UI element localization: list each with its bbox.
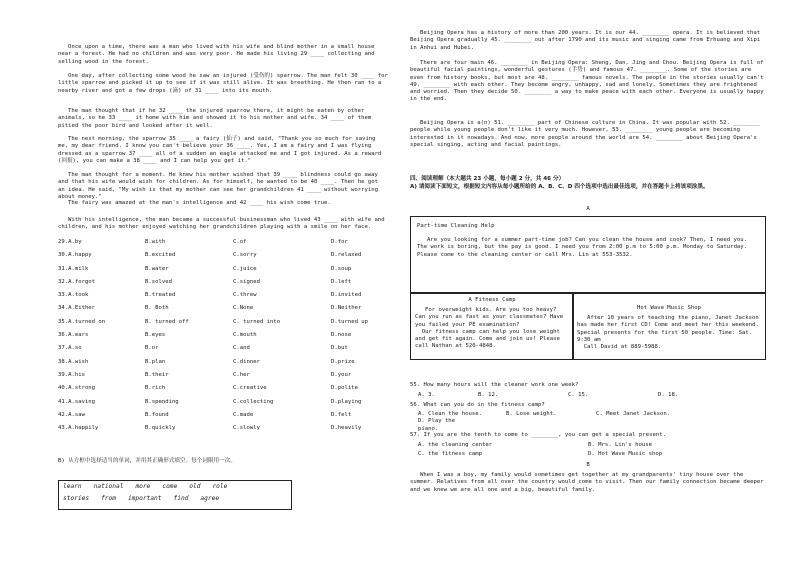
option[interactable]: D.for — [331, 239, 348, 245]
passage-paragraph: Once upon a time, there was a man who lived with his wife and blind mother in a small house near a forest. He had no children and was very poor. He made his living 29 ____ collecting and selling wood in the forest. — [58, 44, 378, 65]
option[interactable]: C.signed — [233, 278, 260, 285]
word: more — [135, 483, 151, 490]
ad-box-fitness — [410, 292, 574, 360]
option[interactable]: 33.A.took — [58, 292, 89, 299]
answer-option[interactable]: B. 12. — [478, 392, 499, 398]
passage-label: B — [586, 462, 590, 468]
option-row — [58, 409, 388, 422]
passage-paragraph: Beijing Opera is a(n) 51. ________ part of Chinese culture in China. It was popular with 52. ________ people while young people don't like it very much. However, 53. ________ young people are becoming interested in it nowadays. And now, more people around the world are 54. ________ about Beijing Opera's special singing, acting and facial paintings. — [410, 120, 764, 148]
answer-option[interactable]: D. 18. — [658, 392, 679, 398]
option[interactable]: C.made — [233, 411, 254, 418]
option[interactable]: C.collecting — [233, 398, 274, 405]
passage-paragraph: The man thought for a moment. He knew his mother wished that 39 ____ blindness could go away and that his wife would wish for children. As for himself, he wanted to be 40 ____. Then he got an idea. He said, "My wish is that my mother can see her grandchildren 41 ____ without worrying about money." — [58, 172, 382, 200]
word: come — [162, 483, 178, 490]
option[interactable]: D.Neither — [331, 305, 362, 312]
option[interactable]: B.rich — [145, 385, 166, 392]
ad-title: A Fitness Camp — [468, 297, 516, 303]
q55-options — [418, 392, 758, 399]
option-row — [58, 342, 388, 355]
option[interactable]: D.polite — [331, 385, 358, 392]
option[interactable]: C.sorry — [233, 252, 257, 259]
option[interactable]: D.but — [331, 345, 348, 352]
answer-option[interactable]: A. the cleaning center — [418, 442, 493, 448]
answer-option[interactable]: D. Hot Wave Music shop — [588, 451, 663, 457]
option[interactable]: C.None — [233, 305, 254, 312]
option[interactable]: 30.A.happy — [58, 252, 92, 259]
question-56: 56. What can you do in the fitness camp? — [410, 402, 545, 408]
option-row — [58, 316, 388, 329]
q56-options — [418, 411, 758, 433]
option[interactable]: B.eyes — [145, 332, 166, 339]
option[interactable]: D.relaxed — [331, 252, 362, 259]
option[interactable]: D.playing — [331, 398, 362, 405]
option[interactable]: B.with — [145, 239, 166, 245]
option-row — [58, 382, 388, 395]
option[interactable]: D.invited — [331, 292, 362, 299]
option[interactable]: B.found — [145, 411, 169, 418]
passage-paragraph: With his intelligence, the man became a successful businessman who lived 43 ____ with wife and children, and his mother enjoyed watching her grandchildren playing with a smile on her face. — [58, 217, 388, 231]
left-page — [58, 0, 392, 561]
word: important — [127, 495, 162, 502]
option[interactable]: D.soup — [331, 265, 352, 272]
option[interactable]: C.threw — [233, 292, 257, 299]
option[interactable]: 34.A.Either — [58, 305, 96, 312]
answer-option[interactable]: D. Play the piano. — [418, 418, 456, 432]
ad-body: Are you looking for a summer part-time job? Can you clean the house and cook? Then, I need you. The work is boring, but the pay is good. I need you from 2:00 p.m to 5:00 p.m. Monday to Saturday. Please come to the cleaning center or call Mrs. Lin at 553-3532. — [417, 237, 751, 258]
option-row — [58, 369, 388, 382]
option[interactable]: C.her — [233, 371, 250, 378]
option[interactable]: B. turned off — [145, 318, 189, 325]
answer-option[interactable]: B. Lose weight. — [506, 411, 557, 417]
ad-title: Part-time Cleaning Help — [417, 223, 495, 229]
option[interactable]: 37.A.so — [58, 345, 82, 352]
ad-body: For overweight kids. Are you too heavy? Can you run as fast as your classmates? Have you failed your PE examination? Our fitness camp can help you lose weight and get fit again. Come and join us! Please call Nathan at 520-4848. — [415, 307, 564, 350]
word-row — [59, 481, 291, 493]
passage-paragraph: The fairy was amazed at the man's intelligence and 42 ____ his wish come true. — [68, 200, 331, 206]
answer-option[interactable]: B. Mrs. Lin's house — [588, 442, 652, 448]
option[interactable]: D.your — [331, 371, 352, 378]
option[interactable]: B.plan — [145, 358, 166, 365]
option-row — [58, 356, 388, 369]
option[interactable]: C.mouth — [233, 332, 257, 339]
option[interactable]: B.or — [145, 345, 159, 352]
option[interactable]: B.excited — [145, 252, 176, 259]
option[interactable]: D.felt — [331, 411, 352, 418]
option[interactable]: B.quickly — [145, 425, 176, 432]
option[interactable]: D.prize — [331, 358, 355, 365]
option[interactable]: 39.A.his — [58, 371, 85, 378]
option[interactable]: D.nose — [331, 332, 352, 339]
options-table — [58, 236, 388, 435]
option[interactable]: B.their — [145, 371, 169, 378]
option-row — [58, 276, 388, 289]
word-bank-box — [58, 480, 292, 510]
option[interactable]: C.juice — [233, 265, 257, 272]
passage-paragraph: One day, after collecting some wood he saw an injured (受伤的) sparrow. The man felt 30 ____ for little sparrow and picked it up to see if it was still alive. It was breathing. He then ran to a nearby river and got a few drops (滴) of 31 ____ into its mouth. — [58, 73, 392, 94]
option[interactable]: 35.A.turned on — [58, 318, 106, 325]
word: national — [93, 483, 124, 490]
passage-paragraph: The man thought that if he 32 ____ the injured sparrow there, it might be eaten by other animals, so he 33 ____ it home with him and showed it to his mother and wife. 34 ____ of them pitied the poor bird and looked after it well. — [58, 108, 375, 129]
section-b-instruction: B) 从方框中选择适当的单词，并用其正确形式填空。每个词限用一次。 — [58, 458, 236, 464]
option[interactable]: 38.A.wish — [58, 358, 89, 365]
option-row — [58, 236, 388, 249]
option-row — [58, 329, 388, 342]
option[interactable]: C.and — [233, 345, 250, 352]
q57-options — [418, 442, 758, 458]
ad-box-music — [572, 292, 766, 360]
option[interactable]: C.creative — [233, 385, 267, 392]
option[interactable]: 43.A.happily — [58, 425, 99, 432]
answer-option[interactable]: C. 15. — [568, 392, 589, 398]
option-row — [58, 422, 388, 435]
option[interactable]: 31.A.milk — [58, 265, 89, 272]
word: learn — [63, 483, 82, 490]
option[interactable]: B.solved — [145, 278, 172, 285]
passage-paragraph: There are four main 46. ________ in Beijing Opera: Sheng, Dan, Jing and Chou. Beijing Opera is full of beautiful facial paintings, wonderful gestures (手势) and famous 47. ________. Some of the stories are even from history books, but most are 48. ________ famous novels. The people in the stories usually can't 49. ________ with each other. They become angry, unhappy, sad and lonely. Sometimes they are frightened and worried. Then they decide 50. ________ a way to make peace with each other. Everyone is usually happy in the end. — [410, 60, 767, 103]
question-57: 57. If you are the tenth to come to ________, you can get a special present. — [410, 432, 666, 438]
word: agree — [200, 495, 220, 502]
option[interactable]: B.spending — [145, 398, 179, 405]
option[interactable]: D.left — [331, 278, 352, 285]
answer-option[interactable]: A. Clean the house. — [418, 411, 482, 417]
ad-body: After 10 years of teaching the piano, Janet Jackson has made her first CD! Come and meet her this weekend. Special presents for the first 50 people. Time: Sat. 9:30 am Call David at 889-5988. — [577, 315, 759, 351]
section-title: 四、阅读理解（本大题共 23 小题，每小题 2 分，共 46 分） — [410, 176, 565, 182]
option[interactable]: 32.A.forgot — [58, 278, 96, 285]
word-row — [59, 493, 291, 505]
option[interactable]: C.dinner — [233, 358, 260, 365]
section-instruction: A) 请阅读下面短文，根据短文内容从每小题所给的 A、B、C、D 四个选项中选出最佳选项，并在答题卡上将该项涂黑。 — [410, 184, 709, 190]
option-row — [58, 289, 388, 302]
answer-option[interactable]: C. the fitness camp — [418, 451, 482, 457]
option[interactable]: D.turned up — [331, 318, 369, 325]
option[interactable]: 36.A.ears — [58, 332, 89, 339]
option-row — [58, 396, 388, 409]
word: find — [173, 495, 189, 502]
passage-paragraph: Beijing Opera has a history of more than 200 years. It is our 44. ________ opera. It is believed that Beijing Opera gradually 45. ________ out after 1790 and its music and singing came from Erhuang and Xipi in Anhui and Hubei. — [410, 30, 764, 51]
answer-option[interactable]: C. Meet Janet Jackson. — [596, 411, 671, 417]
ad-title: Hot Wave Music Shop — [637, 305, 701, 311]
option[interactable]: 41.A.saving — [58, 398, 96, 405]
passage-b: When I was a boy, my family would sometimes get together at my grandparents' tiny house over the summer. Relatives from all over the country would come to visit. Then our family connection became deeper and we knew we are all one and a big, beautiful family. — [410, 472, 767, 493]
word: role — [212, 483, 228, 490]
option[interactable]: D.heavily — [331, 425, 362, 432]
passage-label: A — [586, 206, 590, 212]
option[interactable]: B.water — [145, 265, 169, 272]
word: old — [189, 483, 201, 490]
question-55: 55. How many hours will the cleaner work one week? — [410, 382, 579, 388]
option[interactable]: C. turned into — [233, 318, 281, 325]
ad-box-cleaning — [410, 216, 766, 294]
option[interactable]: 42.A.saw — [58, 411, 85, 418]
option-row — [58, 302, 388, 315]
option[interactable]: 40.A.strong — [58, 385, 96, 392]
answer-option[interactable]: A. 3. — [418, 392, 435, 398]
option[interactable]: B.treated — [145, 292, 176, 299]
option[interactable]: C.slowly — [233, 425, 260, 432]
option[interactable]: B. Both — [145, 305, 169, 312]
right-page — [410, 0, 766, 561]
option-row — [58, 249, 388, 262]
option-row — [58, 263, 388, 276]
word: stories — [63, 495, 90, 502]
passage-paragraph: The next morning, the sparrow 35 ____ a fairy (仙子) and said, "Thank you so much for saving me, my dear friend. I know you can't believe your 36 ____. Yes, I am a fairy and I was flying dressed as a sparrow 37 ____ all of a sudden an eagle attacked me and I got injured. As a reward (回报), you can make a 38 ____ and I can help you get it." — [58, 136, 385, 164]
option[interactable]: C.of — [233, 239, 247, 245]
word: from — [101, 495, 116, 502]
option[interactable]: 29.A.by — [58, 239, 82, 245]
